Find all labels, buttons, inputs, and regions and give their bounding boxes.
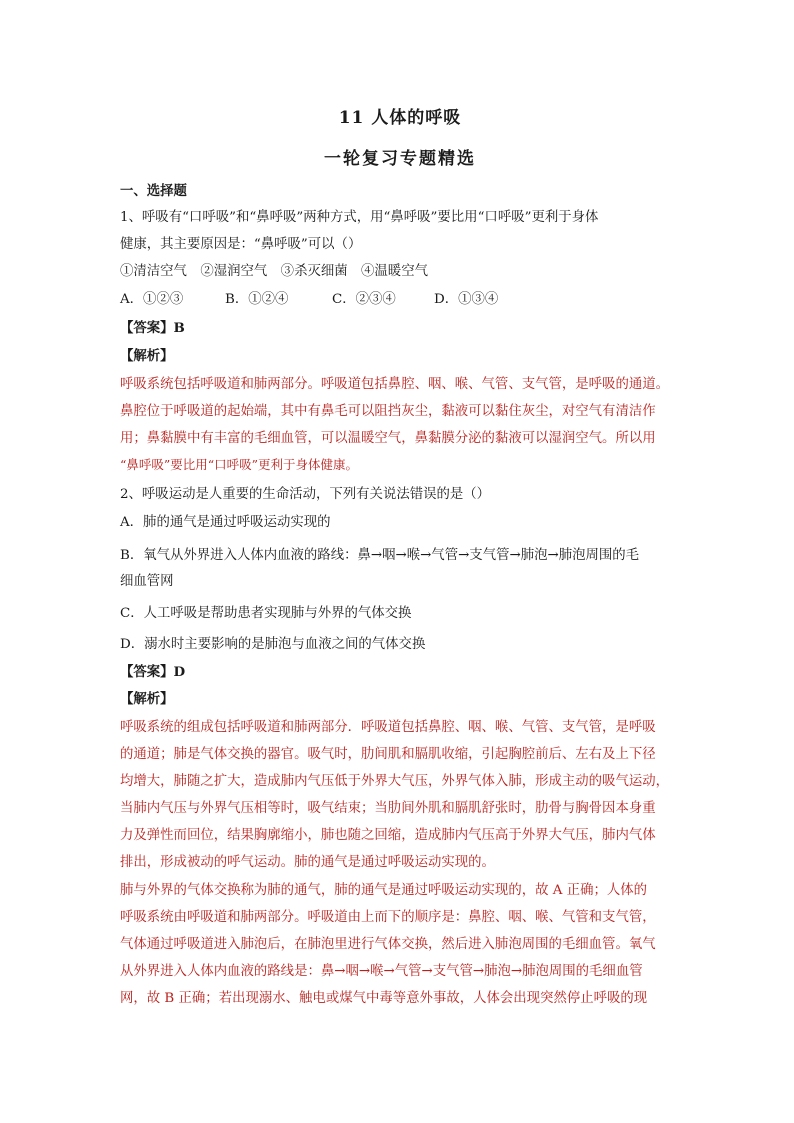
page-title: 11 人体的呼吸 [338,108,462,128]
q1-option-a: A．①②③ [120,292,184,307]
q1-items: ①清洁空气 ②湿润空气 ③杀灭细菌 ④温暖空气 [120,264,428,279]
q1-option-b: B．①②④ [225,292,289,307]
q2-option-d: D．溺水时主要影响的是肺泡与血液之间的气体交换 [120,637,426,652]
q2-analysis-line: 网，故 B 正确；若出现溺水、触电或煤气中毒等意外事故，人体会出现突然停止呼吸的现 [120,991,648,1006]
q1-answer: 【答案】B [120,320,185,336]
q2-analysis-line: 均增大，肺随之扩大，造成肺内气压低于外界大气压，外界气体入肺，形成主动的吸气运动， [120,774,670,789]
section-heading: 一、选择题 [120,183,187,199]
q2-analysis-line: 呼吸系统的组成包括呼吸道和肺两部分．呼吸道包括鼻腔、咽、喉、气管、支气管，是呼吸 [120,720,656,735]
q2-analysis-line: 肺与外界的气体交换称为肺的通气，肺的通气是通过呼吸运动实现的，故 A 正确；人体的 [120,883,648,898]
q2-analysis-line: 力及弹性而回位，结果胸廓缩小，肺也随之回缩，造成肺内气压高于外界大气压，肺内气体 [120,828,656,843]
q2-analysis-line: 气体通过呼吸道进入肺泡后，在肺泡里进行气体交换，然后进入肺泡周围的毛细血管。氧气 [120,937,656,952]
page-subtitle: 一轮复习专题精选 [324,149,476,169]
q1-analysis-line: “鼻呼吸”要比用“口呼吸”更利于身体健康。 [120,457,359,472]
q2-option-b-cont: 细血管网 [120,574,174,589]
q1-analysis-line: 鼻腔位于呼吸道的起始端，其中有鼻毛可以阻挡灰尘，黏液可以黏住灰尘，对空气有清洁作 [120,404,656,419]
q2-option-b: B．氧气从外界进入人体内血液的路线：鼻→咽→喉→气管→支气管→肺泡→肺泡周围的毛 [120,548,640,563]
q2-answer: 【答案】D [120,664,186,680]
q2-analysis-line: 当肺内气压与外界气压相等时，吸气结束；当肋间外肌和膈肌舒张时，肋骨与胸骨因本身重 [120,801,656,816]
q1-stem-line: 1、呼吸有“口呼吸”和“鼻呼吸”两种方式，用“鼻呼吸”要比用“口呼吸”更利于身体 [120,210,599,225]
q1-option-c: C．②③④ [332,292,396,307]
q1-analysis-line: 呼吸系统包括呼吸道和肺两部分。呼吸道包括鼻腔、咽、喉、气管、支气管，是呼吸的通道。 [120,377,670,392]
q1-analysis-line: 用；鼻黏膜中有丰富的毛细血管，可以温暖空气，鼻黏膜分泌的黏液可以湿润空气。所以用 [120,431,656,446]
q1-option-d: D．①③④ [434,292,499,307]
q2-analysis-line: 排出，形成被动的呼气运动。肺的通气是通过呼吸运动实现的。 [120,855,495,870]
q2-analysis-label: 【解析】 [120,691,174,707]
q2-analysis-line: 呼吸系统由呼吸道和肺两部分。呼吸道由上而下的顺序是：鼻腔、咽、喉、气管和支气管， [120,910,656,925]
q2-option-a: A．肺的通气是通过呼吸运动实现的 [120,515,331,530]
q2-analysis-line: 从外界进入人体内血液的路线是：鼻→咽→喉→气管→支气管→肺泡→肺泡周围的毛细血管 [120,964,643,979]
q1-stem-line: 健康，其主要原因是：“鼻呼吸”可以（） [120,237,362,252]
q1-analysis-label: 【解析】 [120,348,174,364]
q2-analysis-line: 的通道；肺是气体交换的器官。吸气时，肋间肌和膈肌收缩，引起胸腔前后、左右及上下径 [120,747,656,762]
q2-stem: 2、呼吸运动是人重要的生命活动，下列有关说法错误的是（） [120,487,491,502]
q2-option-c: C．人工呼吸是帮助患者实现肺与外界的气体交换 [120,606,412,621]
